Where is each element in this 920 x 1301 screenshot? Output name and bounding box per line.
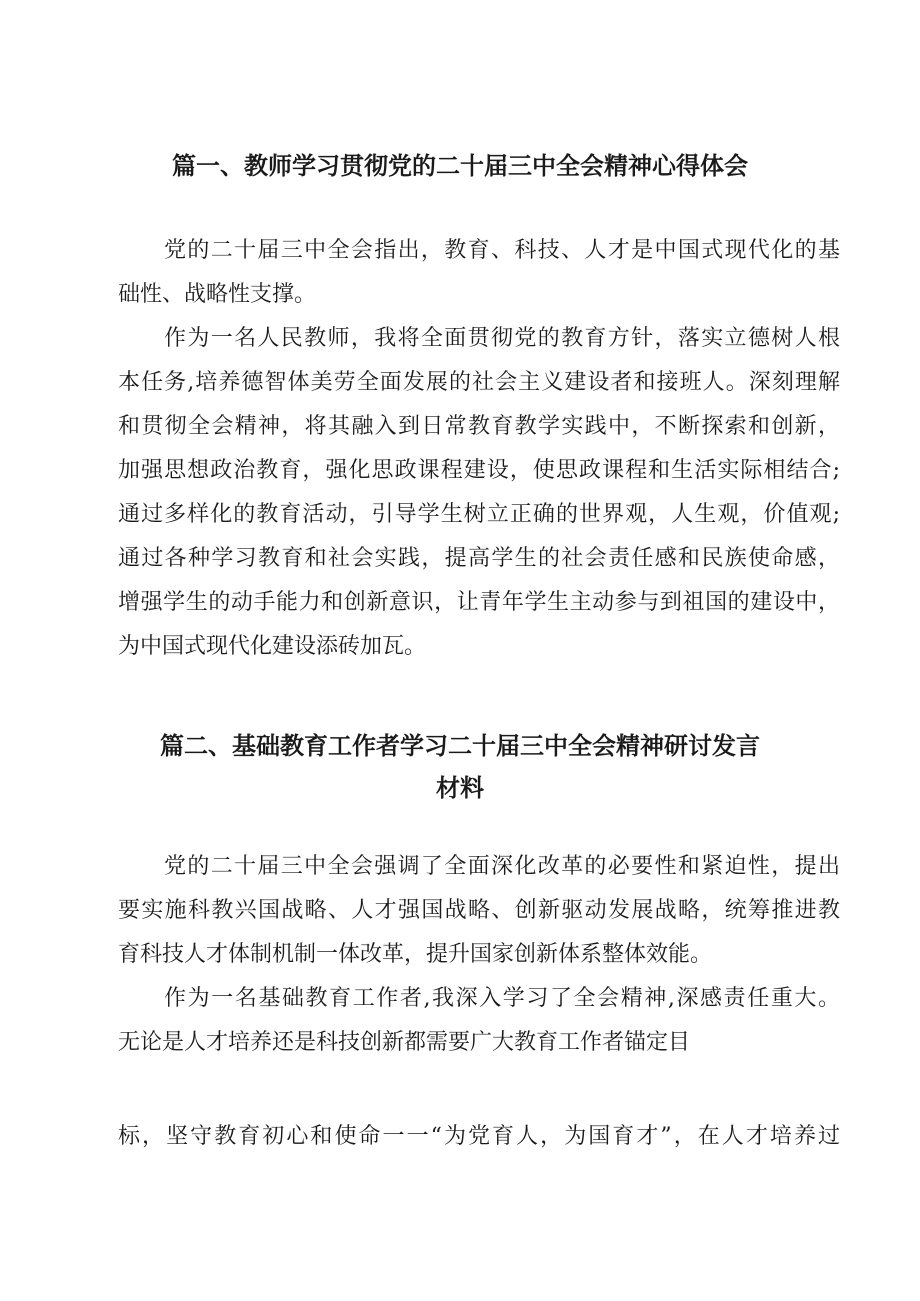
- paragraph-line: 通过各种学习教育和社会实践，提高学生的社会责任感和民族使命感，: [118, 546, 840, 571]
- paragraph-line: 和贯彻全会精神，将其融入到日常教育教学实践中，不断探索和创新，: [118, 414, 840, 439]
- paragraph-line: 无论是人才培养还是科技创新都需要广大教育工作者锚定目: [118, 1030, 691, 1055]
- paragraph-line: 育科技人才体制机制一体改革，提升国家创新体系整体效能。: [118, 942, 713, 967]
- paragraph-line: 作为一名基础教育工作者,我深入学习了全会精神,深感责任重大。: [164, 986, 840, 1011]
- paragraph-line: 党的二十届三中全会强调了全面深化改革的必要性和紧迫性，提出: [164, 854, 840, 879]
- paragraph-line: 作为一名人民教师，我将全面贯彻党的教育方针，落实立德树人根: [164, 326, 840, 351]
- paragraph-line: 为中国式现代化建设添砖加瓦。: [118, 634, 427, 659]
- paragraph-line: 标，坚守教育初心和使命一一“为党育人，为国育才”，在人才培养过: [118, 1124, 840, 1149]
- section-1-title: 篇一、教师学习贯彻党的二十届三中全会精神心得体会: [172, 152, 748, 180]
- paragraph-line: 加强思想政治教育，强化思政课程建设，使思政课程和生活实际相结合;: [118, 458, 840, 483]
- section-2-title-continued: 材料: [436, 774, 484, 802]
- paragraph-line: 增强学生的动手能力和创新意识，让青年学生主动参与到祖国的建设中，: [118, 590, 840, 615]
- paragraph-line: 要实施科教兴国战略、人才强国战略、创新驱动发展战略，统筹推进教: [118, 898, 840, 923]
- paragraph-line: 通过多样化的教育活动，引导学生树立正确的世界观，人生观，价值观;: [118, 502, 840, 527]
- paragraph-line: 础性、战略性支撑。: [118, 282, 317, 307]
- paragraph-line: 党的二十届三中全会指出，教育、科技、人才是中国式现代化的基: [164, 238, 840, 263]
- paragraph-line: 本任务,培养德智体美劳全面发展的社会主义建设者和接班人。深刻理解: [118, 370, 840, 395]
- section-2-title: 篇二、基础教育工作者学习二十届三中全会精神研讨发言: [160, 732, 760, 760]
